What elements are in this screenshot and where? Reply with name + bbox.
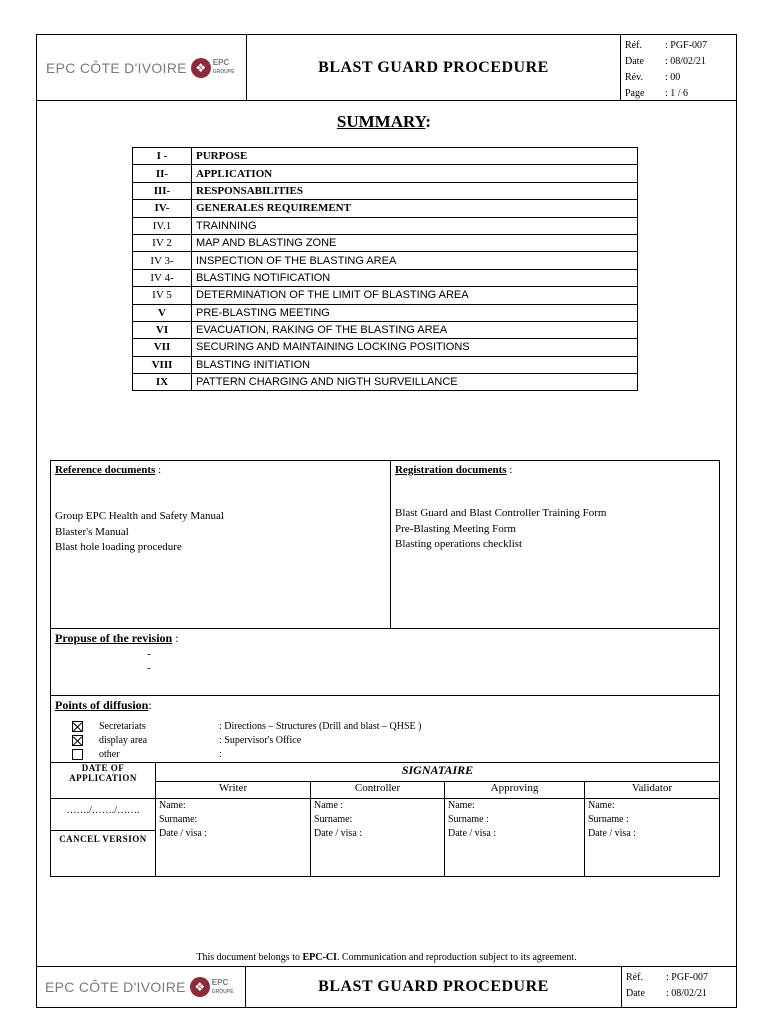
list-item: Blasting operations checklist bbox=[395, 538, 523, 550]
date-cancel-cell bbox=[51, 799, 156, 877]
reference-documents-list bbox=[55, 509, 224, 556]
role-writer: Writer bbox=[156, 782, 311, 799]
revision-box: Propuse of the revision : - - bbox=[50, 628, 720, 696]
logo-badge-icon: ❖ bbox=[191, 58, 211, 78]
checked-checkbox-icon[interactable] bbox=[72, 735, 83, 746]
list-item: Blaster's Manual bbox=[55, 525, 129, 538]
registration-documents-box: Registration documents : Blast Guard and Blast Controller Training Form Pre-Blasting Meeting Form Blasting operations checklist bbox=[390, 460, 720, 629]
footer-meta: Réf. : PGF-007 Date : 08/02/21 bbox=[626, 971, 708, 999]
empty-checkbox-icon[interactable] bbox=[72, 749, 83, 760]
toc-row: IX PATTERN CHARGING AND NIGTH SURVEILLANCE bbox=[133, 374, 638, 391]
controller-signature-cell[interactable]: Name : Surname: Date / visa : bbox=[311, 799, 445, 877]
toc-row: II- APPLICATION bbox=[133, 165, 638, 182]
toc-row: VI EVACUATION, RAKING OF THE BLASTING AREA bbox=[133, 321, 638, 338]
document-footer bbox=[36, 967, 737, 1007]
toc-row: IV.1 TRAINNING bbox=[133, 217, 638, 234]
diffusion-row: other : bbox=[72, 747, 83, 761]
toc-row: IV 2 MAP AND BLASTING ZONE bbox=[133, 234, 638, 251]
approving-signature-cell[interactable]: Name: Surname : Date / visa : bbox=[445, 799, 585, 877]
list-item: Group EPC Health and Safety Manual bbox=[55, 510, 224, 522]
list-item: - bbox=[147, 662, 151, 674]
company-logo bbox=[37, 35, 247, 100]
toc-row: VII SECURING AND MAINTAINING LOCKING POSITIONS bbox=[133, 339, 638, 356]
list-item: - bbox=[147, 648, 151, 660]
signataire-heading: SIGNATAIRE bbox=[156, 763, 720, 782]
checked-checkbox-icon[interactable] bbox=[72, 721, 83, 732]
diffusion-box: Points of diffusion: bbox=[50, 695, 720, 763]
toc-row: IV 5 DETERMINATION OF THE LIMIT OF BLASTING AREA bbox=[133, 287, 638, 304]
logo-sub-epc: EPC bbox=[212, 58, 230, 67]
role-approving: Approving bbox=[445, 782, 585, 799]
diffusion-row: display area : Supervisor's Office bbox=[72, 733, 83, 747]
diffusion-row: Secretariats : Directions – Structures (Drill and blast – QHSE ) bbox=[72, 719, 83, 733]
toc-row: V PRE-BLASTING MEETING bbox=[133, 304, 638, 321]
document-title: BLAST GUARD PROCEDURE bbox=[247, 35, 621, 100]
diffusion-label: Points of diffusion bbox=[55, 698, 149, 712]
footer-title: BLAST GUARD PROCEDURE bbox=[246, 967, 622, 1007]
signature-table bbox=[50, 762, 720, 877]
footer-note: This document belongs to EPC-CI. Communication and reproduction subject to its agreement. bbox=[196, 952, 577, 963]
validator-signature-cell[interactable]: Name: Surname : Date / visa : bbox=[585, 799, 720, 877]
writer-signature-cell[interactable]: Name: Surname: Date / visa : bbox=[156, 799, 311, 877]
logo-sub-groupe: GROUPE bbox=[212, 69, 235, 75]
summary-heading: SUMMARY: bbox=[336, 112, 432, 131]
revision-label: Propuse of the revision bbox=[55, 631, 173, 645]
logo-badge-icon: ❖ bbox=[190, 977, 210, 997]
toc-row: IV- GENERALES REQUIREMENT bbox=[133, 200, 638, 217]
meta-date: Date : 08/02/21 bbox=[625, 55, 706, 67]
registration-documents-label: Registration documents bbox=[395, 464, 507, 476]
role-validator: Validator bbox=[585, 782, 720, 799]
footer-company-logo: EPC CÔTE D'IVOIRE ❖ EPC GROUPE bbox=[36, 967, 246, 1007]
toc-row: I - PURPOSE bbox=[133, 148, 638, 165]
role-controller: Controller bbox=[311, 782, 445, 799]
date-of-application-label: DATE OF APPLICATION bbox=[51, 763, 156, 799]
summary-table bbox=[132, 147, 638, 391]
logo-text: EPC CÔTE D'IVOIRE bbox=[46, 59, 187, 76]
list-item: Pre-Blasting Meeting Form bbox=[395, 522, 516, 535]
document-header bbox=[36, 34, 737, 101]
logo-mark bbox=[191, 58, 235, 78]
date-of-application-value[interactable]: ……./……./……. bbox=[51, 799, 155, 831]
meta-page: Page : 1 / 6 bbox=[625, 87, 689, 99]
list-item: Blast hole loading procedure bbox=[55, 541, 182, 553]
list-item: Blast Guard and Blast Controller Training Form bbox=[395, 507, 607, 519]
toc-row: III- RESPONSABILITIES bbox=[133, 182, 638, 199]
reference-documents-label: Reference documents bbox=[55, 464, 156, 476]
cancel-version-label: CANCEL VERSION bbox=[59, 834, 147, 844]
toc-row: VIII BLASTING INITIATION bbox=[133, 356, 638, 373]
toc-row: IV 3- INSPECTION OF THE BLASTING AREA bbox=[133, 252, 638, 269]
registration-documents-list bbox=[395, 506, 606, 553]
revision-items bbox=[147, 647, 151, 675]
meta-rev: Rév. : 00 bbox=[625, 71, 681, 83]
meta-ref: Réf. : PGF-007 bbox=[625, 39, 707, 51]
toc-row: IV 4- BLASTING NOTIFICATION bbox=[133, 269, 638, 286]
reference-documents-box: Reference documents : Group EPC Health and Safety Manual Blaster's Manual Blast hole loading procedure bbox=[50, 460, 391, 629]
document-meta bbox=[621, 35, 736, 100]
